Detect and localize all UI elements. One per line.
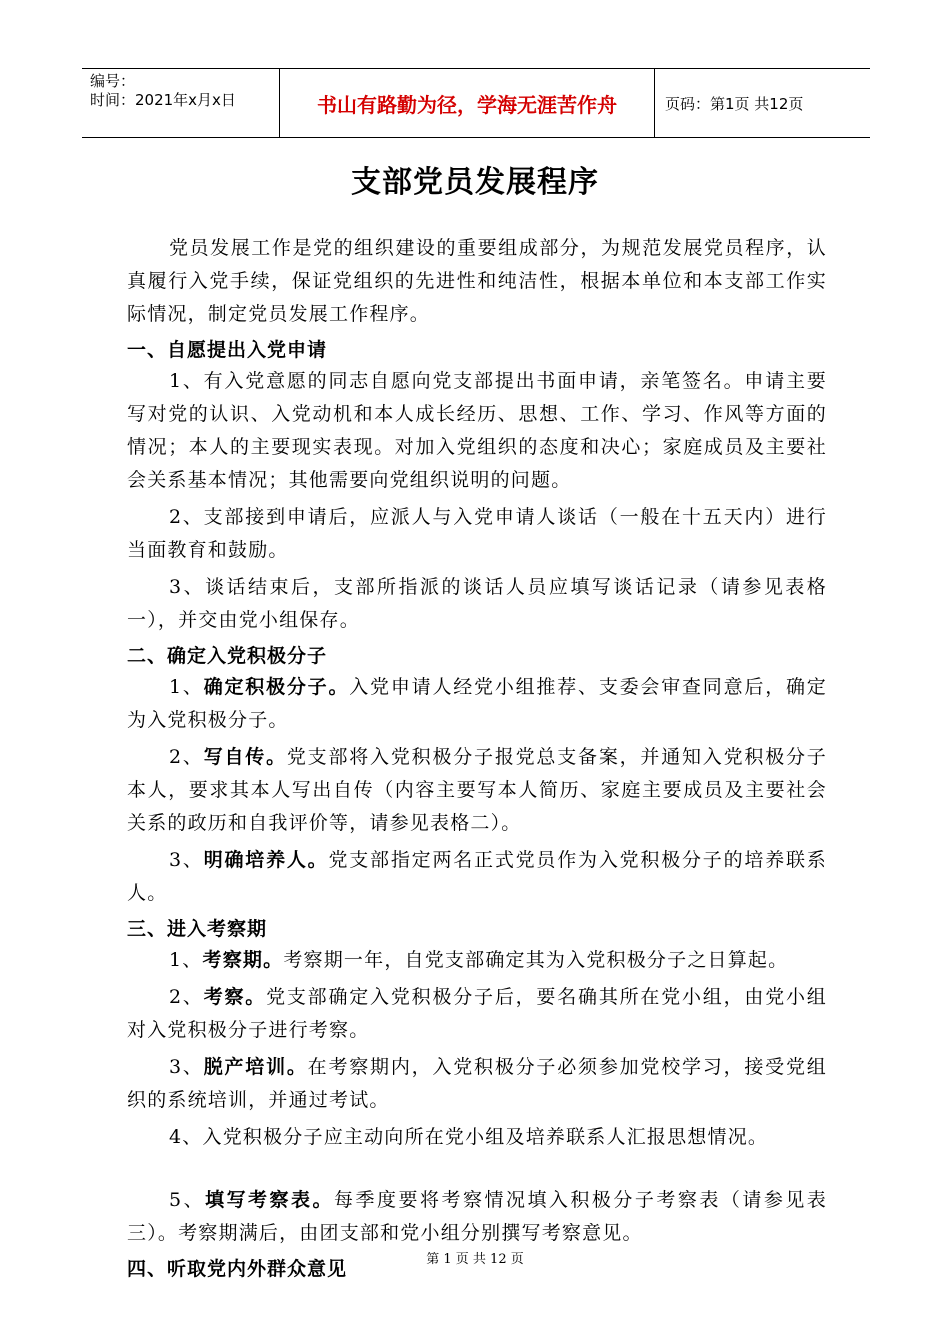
section-heading-2: 二、确定入党积极分子 (127, 645, 328, 667)
item-text: 党支部指定两名正式党员作为入党积极分子的培养联系人。 (127, 849, 827, 904)
item-bold-term: 考察期。 (202, 949, 284, 971)
item-bold-term: 确定积极分子。 (203, 676, 350, 698)
blank-line (127, 1158, 827, 1184)
section-2-item-2 (127, 741, 827, 840)
section-3-item-4: 4、入党积极分子应主动向所在党小组及培养联系人汇报思想情况。 (169, 1126, 769, 1148)
item-text: 入党申请人经党小组推荐、支委会审查同意后，确定为入党积极分子。 (127, 676, 827, 731)
number-label: 编号： (90, 72, 136, 90)
page-header (82, 68, 870, 138)
document-body (127, 232, 827, 1284)
header-motto: 书山有路勤为径，学海无涯苦作舟 (280, 69, 655, 137)
item-text: 每季度要将考察情况填入积极分子考察表（请参见表三）。考察期满后，由团支部和党小组分别撰写考察意见。 (127, 1189, 828, 1244)
section-1-item-1: 1、有入党意愿的同志自愿向党支部提出书面申请，亲笔签名。申请主要写对党的认识、入党动机和本人成长经历、思想、工作、学习、作风等方面的情况；本人的主要现实表现。对加入党组织的态度和决心；家庭成员及主要社会关系基本情况；其他需要向党组织说明的问题。 (127, 370, 827, 491)
page-footer: 第 1 页 共 12 页 (426, 1252, 524, 1267)
item-prefix: 3、 (169, 849, 204, 871)
section-heading-1: 一、自愿提出入党申请 (127, 339, 328, 361)
section-heading-4: 四、听取党内外群众意见 (127, 1258, 348, 1280)
document-title: 支部党员发展程序 (351, 165, 599, 200)
section-3-item-1 (127, 944, 827, 977)
item-prefix: 2、 (169, 986, 204, 1008)
section-3-item-3 (127, 1051, 827, 1117)
item-prefix: 5、 (169, 1189, 206, 1211)
item-text: 党支部确定入党积极分子后，要名确其所在党小组，由党小组对入党积极分子进行考察。 (127, 986, 827, 1041)
section-2-item-3 (127, 844, 827, 910)
time-label: 时间：2021年x月x日 (90, 91, 236, 109)
section-heading-3: 三、进入考察期 (127, 918, 268, 940)
item-prefix: 2、 (169, 746, 204, 768)
header-page-info: 页码：第1页 共12页 (665, 94, 804, 113)
item-text: 考察期一年，自党支部确定其为入党积极分子之日算起。 (283, 949, 789, 971)
section-3-item-2 (127, 981, 827, 1047)
section-3-item-5 (127, 1184, 827, 1250)
section-1-item-3: 3、谈话结束后，支部所指派的谈话人员应填写谈话记录（请参见表格一），并交由党小组保存。 (127, 576, 827, 631)
header-meta (82, 69, 280, 137)
section-2-item-1 (127, 671, 827, 737)
item-prefix: 1、 (169, 949, 203, 971)
item-text: 党支部将入党积极分子报党总支备案，并通知入党积极分子本人，要求其本人写出自传（内容主要写本人简历、家庭主要成员及主要社会关系的政历和自我评价等，请参见表格二）。 (127, 746, 827, 834)
item-prefix: 3、 (169, 1056, 204, 1078)
item-bold-term: 脱产培训。 (203, 1056, 308, 1078)
item-bold-term: 写自传。 (203, 746, 287, 768)
intro-paragraph: 党员发展工作是党的组织建设的重要组成部分，为规范发展党员程序，认真履行入党手续，保证党组织的先进性和纯洁性，根据本单位和本支部工作实际情况，制定党员发展工作程序。 (127, 237, 827, 325)
item-prefix: 1、 (169, 676, 204, 698)
item-text: 在考察期内，入党积极分子必须参加党校学习，接受党组织的系统培训，并通过考试。 (127, 1056, 827, 1111)
item-bold-term: 考察。 (203, 986, 267, 1008)
section-1-item-2: 2、支部接到申请后，应派人与入党申请人谈话（一般在十五天内）进行当面教育和鼓励。 (127, 506, 827, 561)
item-bold-term: 填写考察表。 (205, 1189, 335, 1211)
item-bold-term: 明确培养人。 (203, 849, 329, 871)
